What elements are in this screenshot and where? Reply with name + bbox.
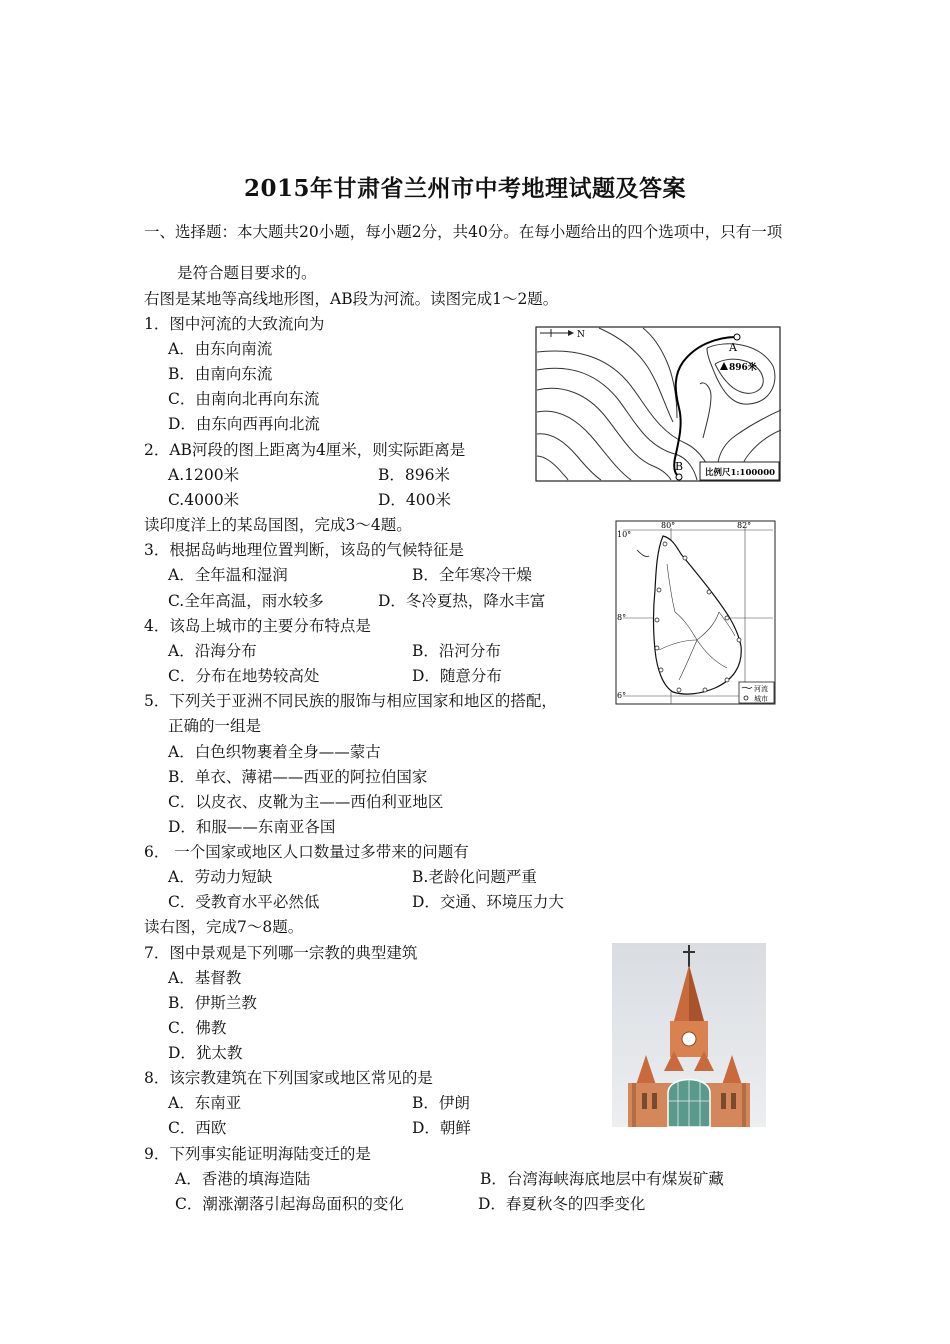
q9-option-d: D．春夏秋冬的四季变化 — [478, 1195, 646, 1213]
q2-option-a: A.1200米 — [168, 466, 240, 484]
north-label: N — [577, 330, 585, 340]
q1-option-b: B．由南向东流 — [168, 365, 273, 383]
legend-river: 河流 — [754, 685, 768, 693]
clock-icon — [682, 1032, 696, 1046]
q2-option-d: D．400米 — [378, 491, 452, 509]
q4-stem: 4．该岛上城市的主要分布特点是 — [144, 617, 371, 635]
q3-option-d: D．冬冷夏热，降水丰富 — [378, 592, 546, 610]
q6-stem: 6． 一个国家或地区人口数量过多带来的问题有 — [144, 843, 469, 861]
q7-option-a: A．基督教 — [168, 969, 242, 987]
q4-option-c: C．分布在地势较高处 — [168, 667, 320, 685]
latitude-6: 6° — [617, 691, 627, 700]
city-legend-icon — [744, 696, 748, 700]
q3-stem: 3．根据岛屿地理位置判断，该岛的气候特征是 — [144, 541, 464, 559]
q3-option-b: B．全年寒冷干燥 — [412, 566, 532, 584]
section-heading: 一、选择题：本大题共20小题，每小题2分，共40分。在每小题给出的四个选项中，只有一项 — [144, 223, 783, 241]
q9-option-a: A．香港的填海造陆 — [175, 1170, 311, 1188]
section-heading-cont: 是符合题目要求的。 — [177, 264, 317, 282]
latitude-8: 8° — [617, 613, 627, 622]
q7-option-d: D．犹太教 — [168, 1044, 243, 1062]
q6-option-d: D．交通、环境压力大 — [412, 893, 564, 911]
q7-option-b: B．伊斯兰教 — [168, 994, 257, 1012]
intro-q1-2: 右图是某地等高线地形图，AB段为河流。读图完成1～2题。 — [144, 290, 559, 308]
q4-option-a: A．沿海分布 — [168, 642, 257, 660]
scale-label: 比例尺1:100000 — [705, 468, 776, 478]
q5-stem: 5．下列关于亚洲不同民族的服饰与相应国家和地区的搭配， — [144, 692, 557, 710]
q4-option-b: B．沿河分布 — [412, 642, 501, 660]
q1-option-c: C．由南向北再向东流 — [168, 390, 320, 408]
elevation-label: 896米 — [729, 363, 757, 373]
label-a: A — [729, 341, 737, 354]
q8-option-b: B．伊朗 — [412, 1094, 470, 1112]
q3-option-c: C.全年高温，雨水较多 — [168, 592, 324, 610]
q3-option-a: A．全年温和湿润 — [168, 566, 288, 584]
legend-city: 城市 — [754, 695, 768, 703]
q8-option-c: C．西欧 — [168, 1119, 227, 1137]
q5-option-d: D．和服——东南亚各国 — [168, 818, 336, 836]
q6-option-b: B.老龄化问题严重 — [412, 868, 537, 886]
q8-stem: 8．该宗教建筑在下列国家或地区常见的是 — [144, 1069, 433, 1087]
point-a — [734, 334, 740, 340]
q1-option-d: D．由东向西再向北流 — [168, 415, 320, 433]
q6-option-a: A．劳动力短缺 — [168, 868, 273, 886]
q7-stem: 7．图中景观是下列哪一宗教的典型建筑 — [144, 944, 418, 962]
contour-map — [535, 326, 781, 482]
q8-option-d: D．朝鲜 — [412, 1119, 471, 1137]
q1-stem: 1．图中河流的大致流向为 — [144, 315, 325, 333]
q9-option-b: B．台湾海峡海底地层中有煤炭矿藏 — [480, 1170, 724, 1188]
island-map — [615, 520, 776, 705]
q5-option-b: B．单衣、薄裙——西亚的阿拉伯国家 — [168, 768, 428, 786]
q2-stem: 2．AB河段的图上距离为4厘米，则实际距离是 — [144, 441, 466, 459]
q9-option-c: C．潮涨潮落引起海岛面积的变化 — [175, 1195, 404, 1213]
q9-stem: 9．下列事实能证明海陆变迁的是 — [144, 1145, 371, 1163]
intro-q7-8: 读右图，完成7～8题。 — [144, 918, 304, 936]
latitude-10: 10° — [617, 530, 632, 539]
q5-stem-cont: 正确的一组是 — [168, 717, 262, 735]
q8-option-a: A．东南亚 — [168, 1094, 242, 1112]
q1-option-a: A．由东向南流 — [168, 340, 273, 358]
page-title: 2015年甘肃省兰州市中考地理试题及答案 — [244, 175, 687, 202]
church-photo — [612, 943, 766, 1127]
longitude-80: 80° — [661, 521, 676, 530]
q6-option-c: C．受教育水平必然低 — [168, 893, 320, 911]
q2-option-b: B．896米 — [378, 466, 450, 484]
intro-q3-4: 读印度洋上的某岛国图，完成3～4题。 — [144, 516, 412, 534]
q5-option-a: A．白色织物裹着全身——蒙古 — [168, 743, 381, 761]
q7-option-c: C．佛教 — [168, 1019, 227, 1037]
point-b — [676, 474, 682, 480]
q4-option-d: D．随意分布 — [412, 667, 502, 685]
longitude-82: 82° — [737, 521, 752, 530]
label-b: B — [675, 460, 684, 473]
q2-option-c: C.4000米 — [168, 491, 240, 509]
q5-option-c: C．以皮衣、皮靴为主——西伯利亚地区 — [168, 793, 444, 811]
